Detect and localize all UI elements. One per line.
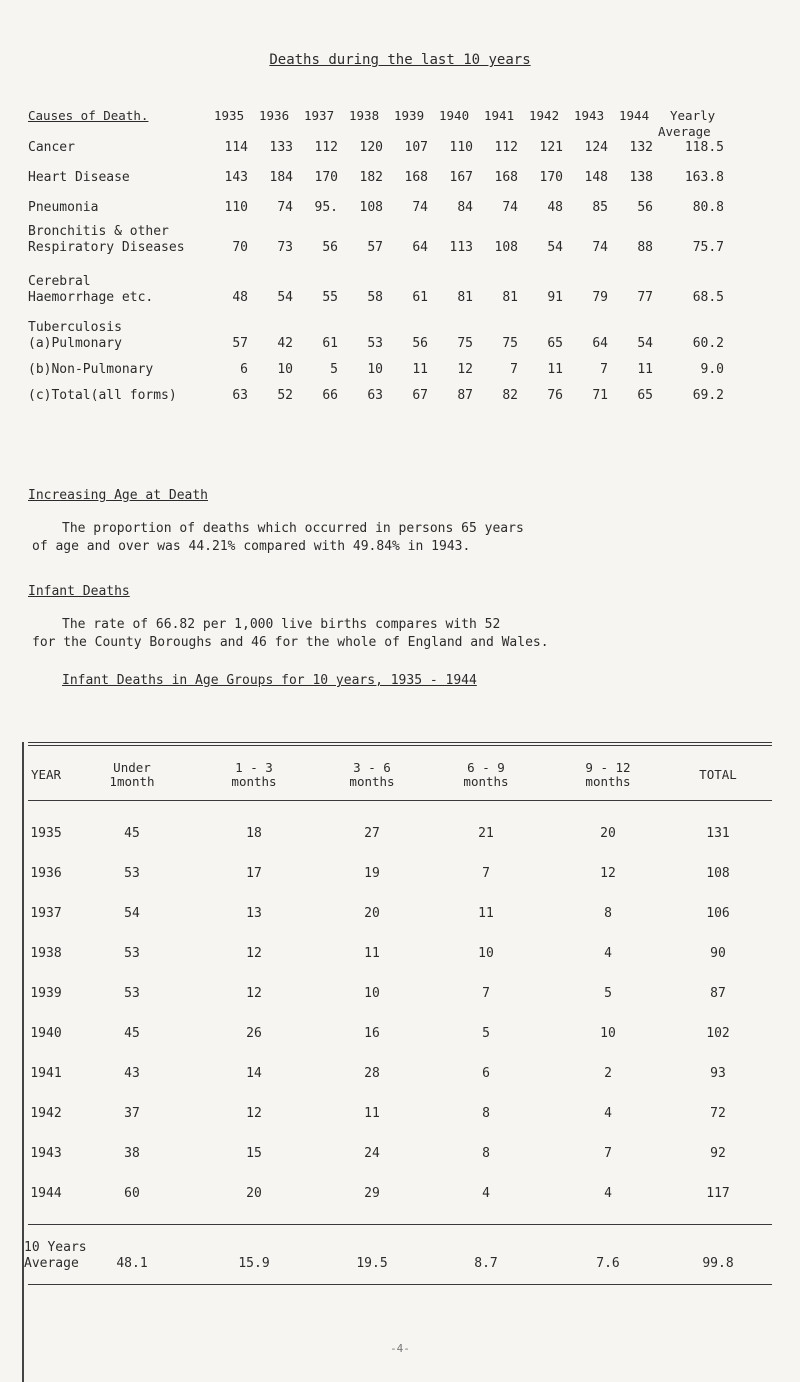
- infant-count-cell: 7: [482, 986, 490, 1001]
- infant-count-cell: 102: [706, 1026, 730, 1041]
- cause-value: 132: [629, 140, 653, 155]
- cause-value: 87: [457, 388, 473, 403]
- cause-value: 61: [322, 336, 338, 351]
- infant-count-cell: 106: [706, 906, 730, 921]
- cause-label: Heart Disease: [28, 170, 130, 185]
- cause-value: 75: [457, 336, 473, 351]
- infant-count-cell: 108: [706, 866, 730, 881]
- infant-table-row: [28, 906, 772, 924]
- cause-value: 112: [314, 140, 338, 155]
- cause-value: 81: [502, 290, 518, 305]
- infant-count-cell: 24: [364, 1146, 380, 1161]
- cause-value: 148: [584, 170, 608, 185]
- cause-value: 48: [232, 290, 248, 305]
- year-header: 1942: [529, 108, 560, 123]
- infant-average-cell: 7.6: [596, 1256, 620, 1271]
- cause-value: 6: [240, 362, 248, 377]
- cause-value: 120: [359, 140, 383, 155]
- infant-average-label-line2: Average: [24, 1256, 79, 1271]
- cause-value: 182: [359, 170, 383, 185]
- infant-table-row: [28, 1186, 772, 1204]
- infant-count-cell: 14: [246, 1066, 262, 1081]
- cause-row: [28, 274, 788, 308]
- infant-count-cell: 90: [710, 946, 726, 961]
- infant-count-cell: 20: [364, 906, 380, 921]
- cause-value: 77: [637, 290, 653, 305]
- infant-paragraph-line2: for the County Boroughs and 46 for the whole of England and Wales.: [32, 635, 549, 650]
- cause-value: 113: [449, 240, 473, 255]
- year-header: 1938: [349, 108, 380, 123]
- infant-column-header-line2: 1month: [109, 774, 155, 789]
- infant-column-header: 9 - 12: [585, 760, 631, 775]
- infant-count-cell: 2: [604, 1066, 612, 1081]
- cause-label: (c)Total(all forms): [28, 388, 177, 403]
- cause-value: 74: [412, 200, 428, 215]
- table-end-rule: [28, 1284, 772, 1285]
- infant-table-row: [28, 1026, 772, 1044]
- cause-value: 11: [412, 362, 428, 377]
- cause-value: 63: [232, 388, 248, 403]
- infant-table-row: [28, 1066, 772, 1084]
- infant-year-cell: 1937: [30, 906, 62, 921]
- cause-value: 95.: [314, 200, 338, 215]
- infant-count-cell: 20: [246, 1186, 262, 1201]
- infant-column-header: 6 - 9: [467, 760, 505, 775]
- infant-count-cell: 27: [364, 826, 380, 841]
- cause-average: 75.7: [692, 240, 724, 255]
- cause-row: [28, 362, 788, 380]
- infant-count-cell: 45: [124, 1026, 140, 1041]
- infant-column-header: TOTAL: [699, 767, 737, 782]
- infant-count-cell: 16: [364, 1026, 380, 1041]
- infant-count-cell: 4: [604, 946, 612, 961]
- infant-year-cell: 1944: [30, 1186, 62, 1201]
- infant-column-header-line2: months: [231, 774, 277, 789]
- cause-value: 82: [502, 388, 518, 403]
- infant-count-cell: 93: [710, 1066, 726, 1081]
- cause-label: Cancer: [28, 140, 75, 155]
- cause-value: 124: [584, 140, 608, 155]
- infant-table-row: [28, 946, 772, 964]
- infant-count-cell: 53: [124, 986, 140, 1001]
- infant-count-cell: 12: [600, 866, 616, 881]
- cause-row: [28, 170, 788, 188]
- cause-row: [28, 320, 788, 354]
- cause-value: 65: [637, 388, 653, 403]
- cause-row: [28, 224, 788, 258]
- cause-label-line2: (a)Pulmonary: [28, 336, 122, 351]
- cause-value: 170: [314, 170, 338, 185]
- cause-value: 57: [232, 336, 248, 351]
- cause-value: 7: [600, 362, 608, 377]
- infant-average-cell: 19.5: [356, 1256, 388, 1271]
- infant-count-cell: 87: [710, 986, 726, 1001]
- infant-count-cell: 7: [604, 1146, 612, 1161]
- cause-value: 168: [494, 170, 518, 185]
- cause-row: [28, 200, 788, 218]
- infant-count-cell: 6: [482, 1066, 490, 1081]
- cause-value: 91: [547, 290, 563, 305]
- infant-year-cell: 1935: [30, 826, 62, 841]
- infant-table-row: [28, 826, 772, 844]
- cause-value: 107: [404, 140, 428, 155]
- age-heading: Increasing Age at Death: [28, 488, 209, 503]
- infant-count-cell: 11: [364, 1106, 380, 1121]
- cause-label: Tuberculosis: [28, 320, 122, 335]
- year-header: 1936: [259, 108, 290, 123]
- cause-value: 42: [277, 336, 293, 351]
- infant-count-cell: 8: [604, 906, 612, 921]
- infant-count-cell: 15: [246, 1146, 262, 1161]
- cause-value: 67: [412, 388, 428, 403]
- infant-year-cell: 1941: [30, 1066, 62, 1081]
- infant-count-cell: 5: [604, 986, 612, 1001]
- cause-label: (b)Non-Pulmonary: [28, 362, 154, 377]
- infant-count-cell: 11: [478, 906, 494, 921]
- table-top-rule: [28, 742, 772, 743]
- infant-count-cell: 10: [600, 1026, 616, 1041]
- infant-count-cell: 53: [124, 866, 140, 881]
- infant-count-cell: 8: [482, 1146, 490, 1161]
- cause-value: 108: [494, 240, 518, 255]
- cause-row: [28, 388, 788, 406]
- cause-value: 56: [322, 240, 338, 255]
- infant-count-cell: 21: [478, 826, 494, 841]
- cause-value: 54: [637, 336, 653, 351]
- infant-column-header-line2: months: [463, 774, 509, 789]
- cause-label-line2: Respiratory Diseases: [28, 240, 185, 255]
- cause-average: 80.8: [692, 200, 724, 215]
- year-header: 1941: [484, 108, 515, 123]
- infant-year-cell: 1943: [30, 1146, 62, 1161]
- infant-heading: Infant Deaths: [28, 584, 130, 599]
- cause-value: 79: [592, 290, 608, 305]
- infant-count-cell: 60: [124, 1186, 140, 1201]
- infant-column-header: 3 - 6: [353, 760, 391, 775]
- cause-value: 63: [367, 388, 383, 403]
- causes-header-row: [28, 108, 788, 139]
- cause-label-line2: Haemorrhage etc.: [28, 290, 154, 305]
- cause-value: 170: [539, 170, 563, 185]
- cause-value: 5: [330, 362, 338, 377]
- cause-value: 7: [510, 362, 518, 377]
- table-top-rule-double: [28, 745, 772, 746]
- cause-value: 143: [224, 170, 248, 185]
- cause-value: 110: [449, 140, 473, 155]
- year-header: 1937: [304, 108, 335, 123]
- infant-count-cell: 4: [482, 1186, 490, 1201]
- infant-count-cell: 4: [604, 1106, 612, 1121]
- infant-column-header-line2: months: [349, 774, 395, 789]
- infant-count-cell: 10: [478, 946, 494, 961]
- yearly-header: Yearly: [670, 108, 716, 123]
- cause-value: 66: [322, 388, 338, 403]
- cause-value: 85: [592, 200, 608, 215]
- infant-table-row: [28, 866, 772, 884]
- cause-value: 74: [502, 200, 518, 215]
- cause-value: 133: [269, 140, 293, 155]
- cause-value: 108: [359, 200, 383, 215]
- year-header: 1944: [619, 108, 650, 123]
- cause-value: 48: [547, 200, 563, 215]
- cause-value: 75: [502, 336, 518, 351]
- infant-count-cell: 29: [364, 1186, 380, 1201]
- infant-column-header-line2: months: [585, 774, 631, 789]
- infant-year-cell: 1939: [30, 986, 62, 1001]
- infant-count-cell: 72: [710, 1106, 726, 1121]
- cause-value: 55: [322, 290, 338, 305]
- infant-count-cell: 10: [364, 986, 380, 1001]
- infant-count-cell: 54: [124, 906, 140, 921]
- cause-average: 9.0: [700, 362, 724, 377]
- infant-count-cell: 92: [710, 1146, 726, 1161]
- cause-value: 168: [404, 170, 428, 185]
- year-header: 1935: [214, 108, 245, 123]
- cause-value: 64: [412, 240, 428, 255]
- cause-value: 112: [494, 140, 518, 155]
- infant-year-cell: 1936: [30, 866, 62, 881]
- cause-value: 71: [592, 388, 608, 403]
- year-header: 1943: [574, 108, 605, 123]
- cause-value: 167: [449, 170, 473, 185]
- infant-count-cell: 53: [124, 946, 140, 961]
- infant-count-cell: 17: [246, 866, 262, 881]
- infant-column-header: 1 - 3: [235, 760, 273, 775]
- cause-value: 74: [592, 240, 608, 255]
- infant-average-cell: 99.8: [702, 1256, 734, 1271]
- infant-column-header: Under: [113, 760, 151, 775]
- cause-value: 56: [412, 336, 428, 351]
- average-header: Average: [658, 124, 711, 139]
- infant-table-row: [28, 1106, 772, 1124]
- infant-table-header: [28, 760, 772, 794]
- infant-count-cell: 37: [124, 1106, 140, 1121]
- infant-count-cell: 43: [124, 1066, 140, 1081]
- infant-average-cell: 48.1: [116, 1256, 148, 1271]
- cause-value: 53: [367, 336, 383, 351]
- infant-table-title: Infant Deaths in Age Groups for 10 years, 1935 - 1944: [62, 673, 477, 688]
- cause-value: 65: [547, 336, 563, 351]
- infant-count-cell: 117: [706, 1186, 730, 1201]
- infant-count-cell: 19: [364, 866, 380, 881]
- causes-of-death-table: [28, 108, 788, 403]
- infant-year-cell: 1942: [30, 1106, 62, 1121]
- infant-table-row: [28, 1146, 772, 1164]
- infant-average-cell: 15.9: [238, 1256, 270, 1271]
- infant-count-cell: 7: [482, 866, 490, 881]
- infant-count-cell: 26: [246, 1026, 262, 1041]
- infant-count-cell: 4: [604, 1186, 612, 1201]
- cause-value: 12: [457, 362, 473, 377]
- infant-column-header: YEAR: [30, 767, 62, 782]
- cause-value: 70: [232, 240, 248, 255]
- infant-count-cell: 5: [482, 1026, 490, 1041]
- cause-average: 163.8: [684, 170, 724, 185]
- infant-paragraph-line1: The rate of 66.82 per 1,000 live births compares with 52: [62, 617, 501, 632]
- infant-average-label: 10 Years: [24, 1240, 87, 1255]
- cause-value: 10: [367, 362, 383, 377]
- cause-value: 11: [547, 362, 563, 377]
- cause-average: 68.5: [692, 290, 724, 305]
- infant-count-cell: 45: [124, 826, 140, 841]
- infant-count-cell: 18: [246, 826, 262, 841]
- cause-value: 10: [277, 362, 293, 377]
- cause-value: 76: [547, 388, 563, 403]
- cause-value: 84: [457, 200, 473, 215]
- cause-average: 118.5: [684, 140, 724, 155]
- header-rule: [28, 800, 772, 801]
- cause-value: 54: [547, 240, 563, 255]
- cause-value: 81: [457, 290, 473, 305]
- cause-value: 121: [539, 140, 563, 155]
- cause-value: 52: [277, 388, 293, 403]
- cause-label: Pneumonia: [28, 200, 99, 215]
- infant-count-cell: 11: [364, 946, 380, 961]
- cause-value: 57: [367, 240, 383, 255]
- infant-count-cell: 12: [246, 946, 262, 961]
- cause-value: 88: [637, 240, 653, 255]
- infant-average-cell: 8.7: [474, 1256, 498, 1271]
- infant-count-cell: 28: [364, 1066, 380, 1081]
- infant-count-cell: 38: [124, 1146, 140, 1161]
- cause-value: 11: [637, 362, 653, 377]
- infant-count-cell: 13: [246, 906, 262, 921]
- cause-average: 60.2: [692, 336, 724, 351]
- infant-table-row: [28, 986, 772, 1004]
- cause-label: Bronchitis & other: [28, 224, 169, 239]
- cause-value: 184: [269, 170, 293, 185]
- infant-count-cell: 8: [482, 1106, 490, 1121]
- cause-value: 138: [629, 170, 653, 185]
- cause-average: 69.2: [692, 388, 724, 403]
- cause-value: 73: [277, 240, 293, 255]
- infant-count-cell: 12: [246, 986, 262, 1001]
- cause-value: 61: [412, 290, 428, 305]
- age-paragraph-line2: of age and over was 44.21% compared with 49.84% in 1943.: [32, 539, 471, 554]
- cause-value: 56: [637, 200, 653, 215]
- cause-value: 64: [592, 336, 608, 351]
- infant-count-cell: 131: [706, 826, 730, 841]
- cause-value: 54: [277, 290, 293, 305]
- cause-value: 58: [367, 290, 383, 305]
- table-bottom-rule: [28, 1224, 772, 1225]
- cause-value: 110: [224, 200, 248, 215]
- cause-value: 74: [277, 200, 293, 215]
- infant-average-row: [24, 1240, 772, 1276]
- infant-count-cell: 12: [246, 1106, 262, 1121]
- cause-label: Cerebral: [28, 274, 91, 289]
- infant-count-cell: 20: [600, 826, 616, 841]
- infant-year-cell: 1938: [30, 946, 62, 961]
- infant-year-cell: 1940: [30, 1026, 62, 1041]
- page-number: -4-: [390, 1342, 410, 1355]
- causes-header-label: Causes of Death.: [28, 108, 149, 123]
- page-title: Deaths during the last 10 years: [269, 52, 531, 68]
- cause-value: 114: [224, 140, 248, 155]
- cause-row: [28, 140, 788, 158]
- age-paragraph-line1: The proportion of deaths which occurred in persons 65 years: [62, 521, 524, 536]
- year-header: 1939: [394, 108, 425, 123]
- year-header: 1940: [439, 108, 470, 123]
